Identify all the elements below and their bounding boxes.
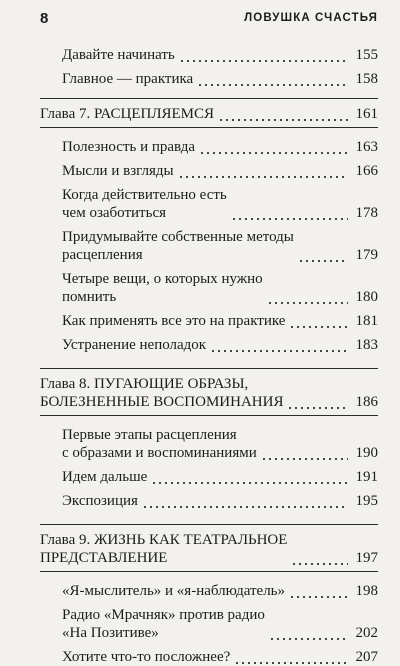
toc-page-number: 197 (355, 550, 378, 566)
toc-entry-line: Первые этапы расцепления (62, 427, 237, 443)
toc-entry (40, 492, 378, 510)
toc-entry-line: Придумывайте собственные методы (62, 229, 294, 245)
toc-entry-line: расцепления (62, 247, 143, 263)
toc-entry-line: Экспозиция (62, 493, 138, 509)
toc-entry-title (62, 162, 174, 180)
leader-dots (179, 46, 348, 64)
toc-entry-line: Когда действительно есть (62, 187, 227, 203)
toc-entry (40, 606, 378, 642)
toc-entry-line: чем озаботиться (62, 205, 166, 221)
toc-entry-title (62, 426, 257, 462)
chapter-heading (40, 531, 378, 567)
toc-entry-line: с образами и воспоминаниями (62, 445, 257, 461)
toc-entry-line: Устранение неполадок (62, 337, 207, 353)
leader-dots (178, 162, 348, 180)
toc-entry-title (62, 138, 195, 156)
toc-entry-title (62, 228, 294, 264)
leader-dots (261, 444, 348, 462)
toc-entry-line: Как применять все это на практике (62, 313, 286, 329)
toc-entry-line: Идем дальше (62, 469, 148, 485)
toc-entry (40, 70, 378, 88)
chapter-divider (40, 127, 378, 128)
toc-entry-line: Глава 7. РАСЦЕПЛЯЕМСЯ (40, 106, 215, 122)
toc-entry-line: Глава 9. ЖИЗНЬ КАК ТЕАТРАЛЬНОЕ (40, 532, 288, 548)
chapter-divider (40, 571, 378, 572)
toc-entry (40, 162, 378, 180)
toc-page-number: 181 (355, 313, 378, 329)
toc-entry (40, 270, 378, 306)
leader-dots (231, 204, 348, 222)
toc-entry-title (62, 46, 175, 64)
leader-dots (289, 582, 348, 600)
toc-page-number: 158 (355, 71, 378, 87)
toc-entry (40, 426, 378, 462)
leader-dots (199, 138, 348, 156)
toc-entry-title (62, 468, 147, 486)
toc-entry-line: ПРЕДСТАВЛЕНИЕ (40, 550, 168, 566)
toc-entry-line: помнить (62, 289, 117, 305)
toc-entry-title (62, 312, 285, 330)
chapter-divider (40, 524, 378, 525)
leader-dots (151, 468, 348, 486)
toc-entry-line: Давайте начинать (62, 47, 175, 63)
leader-dots (218, 105, 348, 123)
leader-dots (298, 246, 348, 264)
toc-entry-title (40, 105, 214, 123)
toc-page-number: 155 (355, 47, 378, 63)
toc-page-number: 190 (355, 445, 378, 461)
leader-dots (234, 648, 348, 666)
toc-page-number: 183 (355, 337, 378, 353)
leader-dots (289, 312, 348, 330)
toc-page-number: 161 (355, 106, 378, 122)
toc-page-number: 186 (355, 394, 378, 410)
table-of-contents (40, 46, 378, 666)
toc-entry-line: Радио «Мрачняк» против радио (62, 607, 265, 623)
leader-dots (267, 288, 348, 306)
page-number: 8 (40, 9, 49, 27)
toc-entry-title (62, 70, 193, 88)
toc-page-number: 207 (355, 649, 378, 665)
toc-entry (40, 46, 378, 64)
toc-page-number: 195 (355, 493, 378, 509)
toc-page-number: 179 (355, 247, 378, 263)
toc-entry-title (62, 336, 206, 354)
toc-page-number: 198 (355, 583, 378, 599)
toc-page-number: 180 (355, 289, 378, 305)
toc-page-number: 202 (355, 625, 378, 641)
toc-entry-title (62, 606, 265, 642)
toc-entry-title (40, 531, 287, 567)
chapter-divider (40, 368, 378, 369)
leader-dots (291, 549, 348, 567)
chapter-heading (40, 375, 378, 411)
toc-page-number: 191 (355, 469, 378, 485)
toc-entry-line: «Я-мыслитель» и «я-наблюдатель» (62, 583, 286, 599)
toc-entry-line: Четыре вещи, о которых нужно (62, 271, 263, 287)
toc-entry-line: «На Позитиве» (62, 625, 159, 641)
toc-entry-line: Хотите что-то посложнее? (62, 649, 231, 665)
toc-entry-title (40, 375, 283, 411)
toc-entry-title (62, 648, 230, 666)
running-title: ЛОВУШКА СЧАСТЬЯ (244, 12, 378, 24)
toc-entry (40, 336, 378, 354)
toc-entry (40, 648, 378, 666)
leader-dots (269, 624, 348, 642)
toc-entry-line: БОЛЕЗНЕННЫЕ ВОСПОМИНАНИЯ (40, 394, 284, 410)
toc-entry (40, 582, 378, 600)
toc-entry-line: Глава 8. ПУГАЮЩИЕ ОБРАЗЫ, (40, 376, 249, 392)
toc-entry-line: Главное — практика (62, 71, 194, 87)
chapter-divider (40, 98, 378, 99)
chapter-heading (40, 105, 378, 123)
toc-page-number: 178 (355, 205, 378, 221)
toc-entry (40, 138, 378, 156)
chapter-divider (40, 415, 378, 416)
page-header (40, 6, 378, 30)
toc-entry-line: Мысли и взгляды (62, 163, 174, 179)
toc-entry (40, 468, 378, 486)
leader-dots (197, 70, 348, 88)
toc-entry (40, 186, 378, 222)
toc-page-number: 163 (355, 139, 378, 155)
toc-entry (40, 228, 378, 264)
toc-entry-title (62, 270, 263, 306)
toc-entry-title (62, 186, 227, 222)
leader-dots (287, 393, 348, 411)
toc-entry-title (62, 492, 138, 510)
toc-page-number: 166 (355, 163, 378, 179)
leader-dots (142, 492, 348, 510)
leader-dots (210, 336, 348, 354)
toc-entry-line: Полезность и правда (62, 139, 196, 155)
toc-entry-title (62, 582, 285, 600)
toc-entry (40, 312, 378, 330)
